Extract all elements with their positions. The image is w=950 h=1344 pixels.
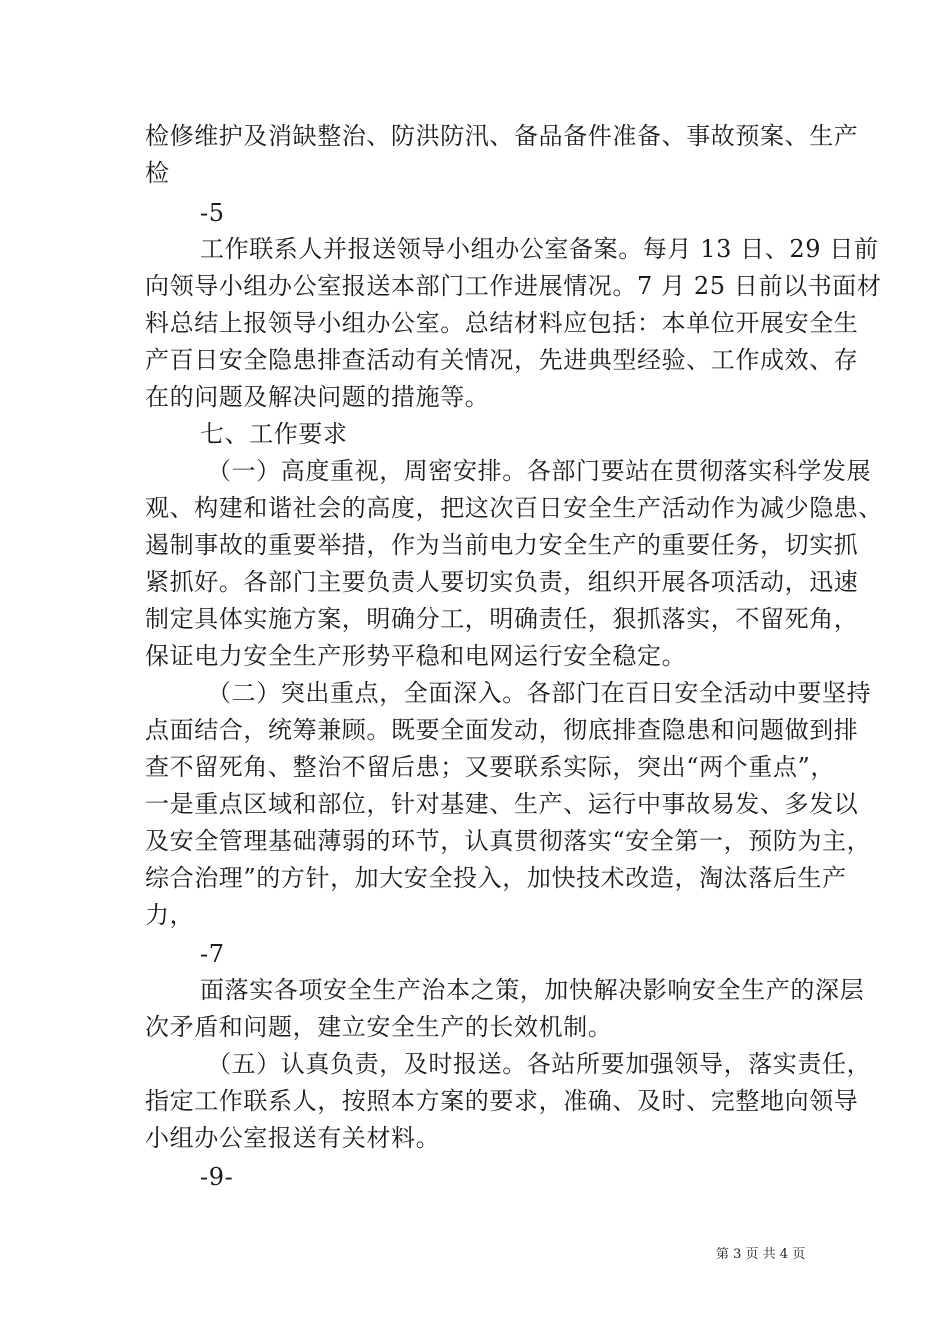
- text-line-16: （二）突出重点，全面深入。各部门在百日安全活动中要坚持: [207, 679, 872, 707]
- text-line-14: 制定具体实施方案，明确分工，明确责任，狠抓落实，不留死角，: [145, 605, 859, 633]
- text-line-20: 及安全管理基础薄弱的环节，认真贯彻落实“安全第一，预防为主，: [145, 827, 872, 855]
- text-line-25: 次矛盾和问题，建立安全生产的长效机制。: [145, 1013, 613, 1041]
- text-line-11: 观、构建和谐社会的高度，把这次百日安全生产活动作为减少隐患、: [145, 494, 883, 522]
- text-line-17: 点面结合，统筹兼顾。既要全面发动，彻底排查隐患和问题做到排: [145, 716, 859, 744]
- text-line-6: 料总结上报领导小组办公室。总结材料应包括：本单位开展安全生: [145, 309, 859, 337]
- text-line-15: 保证电力安全生产形势平稳和电网运行安全稳定。: [145, 642, 687, 670]
- text-line-1: 检修维护及消缺整治、防洪防汛、备品备件准备、事故预案、生产: [145, 122, 859, 150]
- text-line-28: 小组办公室报送有关材料。: [145, 1124, 441, 1152]
- text-line-4: 工作联系人并报送领导小组办公室备案。每月 13 日、29 日前: [200, 235, 879, 263]
- text-line-27: 指定工作联系人，按照本方案的要求，准确、及时、完整地向领导: [145, 1087, 859, 1115]
- text-line-21: 综合治理”的方针，加大安全投入，加快技术改造，淘汰落后生产: [145, 864, 847, 892]
- text-line-19: 一是重点区域和部位，针对基建、生产、运行中事故易发、多发以: [145, 790, 859, 818]
- text-line-8: 在的问题及解决问题的措施等。: [145, 383, 490, 411]
- text-line-5: 向领导小组办公室报送本部门工作进展情况。7 月 25 日前以书面材: [145, 272, 882, 300]
- text-line-12: 遏制事故的重要举措，作为当前电力安全生产的重要任务，切实抓: [145, 531, 859, 559]
- section-heading: 七、工作要求: [200, 420, 348, 448]
- page-marker-9: -9-: [200, 1163, 234, 1191]
- page-marker-7: -7: [200, 940, 225, 968]
- text-line-13: 紧抓好。各部门主要负责人要切实负责，组织开展各项活动，迅速: [145, 568, 859, 596]
- text-line-24: 面落实各项安全生产治本之策，加快解决影响安全生产的深层: [200, 976, 865, 1004]
- text-line-22: 力，: [145, 901, 195, 929]
- text-line-2: 检: [145, 159, 170, 187]
- text-line-7: 产百日安全隐患排查活动有关情况，先进典型经验、工作成效、存: [145, 346, 859, 374]
- text-line-26: （五）认真负责，及时报送。各站所要加强领导，落实责任，: [207, 1050, 872, 1078]
- page-marker-5: -5: [200, 199, 225, 227]
- text-line-10: （一）高度重视，周密安排。各部门要站在贯彻落实科学发展: [207, 457, 872, 485]
- page-number-footer: 第 3 页 共 4 页: [716, 1247, 806, 1262]
- text-line-18: 查不留死角、整治不留后患；又要联系实际，突出“两个重点”，: [145, 753, 835, 781]
